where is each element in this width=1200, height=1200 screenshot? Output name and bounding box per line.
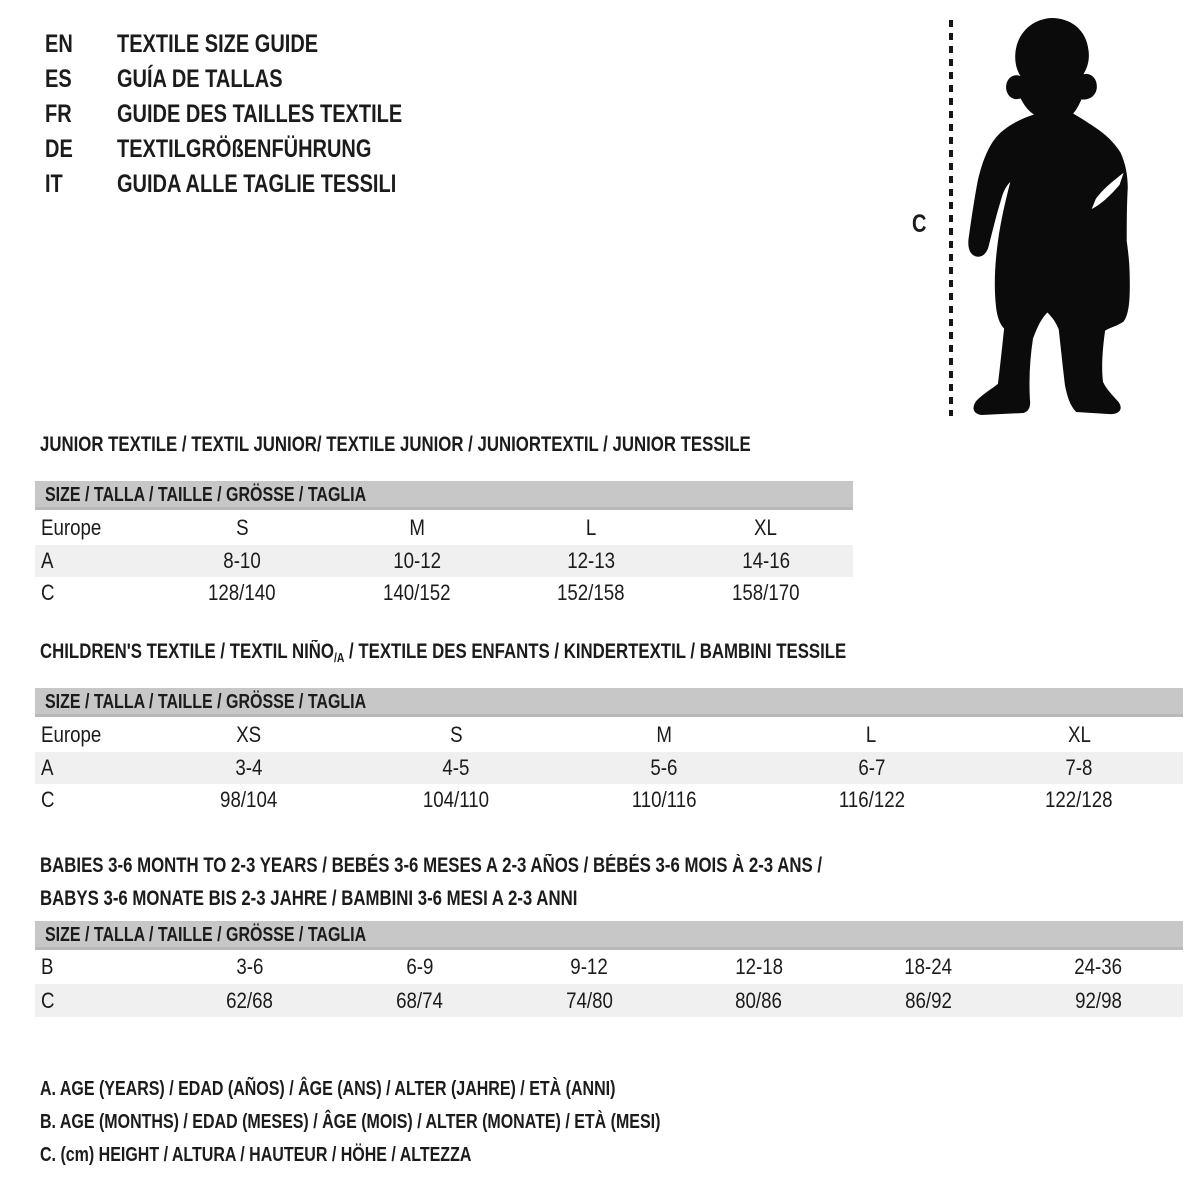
size-header-bar: SIZE / TALLA / TAILLE / GRÖSSE / TAGLIA: [35, 921, 1183, 950]
junior-size-table: [35, 481, 853, 609]
children-size-table: [35, 688, 1183, 816]
height-measure-label: C: [912, 210, 927, 238]
table-row-age: A 3-4 4-5 5-6 6-7 7-8: [35, 752, 1183, 784]
measurement-legend: [40, 1073, 816, 1172]
size-header-bar: SIZE / TALLA / TAILLE / GRÖSSE / TAGLIA: [35, 481, 853, 510]
table-row-europe: Europe XS S M L XL: [41, 721, 1091, 747]
language-row-en: [45, 27, 474, 62]
language-row-es: [45, 62, 474, 97]
language-code: DE: [45, 135, 73, 163]
language-title: GUÍA DE TALLAS: [117, 65, 283, 93]
toddler-silhouette-icon: [966, 16, 1136, 418]
language-title: TEXTILE SIZE GUIDE: [117, 30, 319, 58]
table-row-age: A 8-10 10-12 12-13 14-16: [35, 545, 853, 577]
language-list: [45, 27, 474, 202]
table-row-height: C 98/104 104/110 110/116 116/122 122/128: [41, 787, 1113, 812]
size-header-bar: SIZE / TALLA / TAILLE / GRÖSSE / TAGLIA: [35, 688, 1183, 717]
legend-line-a: A. AGE (YEARS) / EDAD (AÑOS) / ÂGE (ANS) / ALTER (JAHRE) / ETÀ (ANNI): [40, 1078, 616, 1100]
row-label: Europe: [41, 721, 102, 747]
row-label: A: [41, 548, 54, 573]
junior-section-title: JUNIOR TEXTILE / TEXTIL JUNIOR/ TEXTILE JUNIOR / JUNIORTEXTIL / JUNIOR TESSILE: [40, 433, 751, 456]
title-subscript: /A: [333, 650, 345, 665]
row-label: C: [41, 987, 55, 1013]
table-row-europe: Europe S M L XL: [41, 514, 778, 540]
height-measure-dashed-line: [949, 20, 953, 416]
legend-line-c: C. (cm) HEIGHT / ALTURA / HAUTEUR / HÖHE / ALTEZZA: [40, 1144, 472, 1166]
row-label: A: [41, 755, 54, 780]
table-row-months: B 3-6 6-9 9-12 12-18 18-24 24-36: [41, 954, 1123, 979]
row-label: C: [41, 580, 55, 605]
language-code: ES: [45, 65, 72, 93]
language-row-de: [45, 132, 474, 167]
language-code: FR: [45, 100, 72, 128]
babies-section-title: BABIES 3-6 MONTH TO 2-3 YEARS / BEBÉS 3-6 MESES A 2-3 AÑOS / BÉBÉS 3-6 MOIS À 2-3 ANS / BABYS 3-6 MONATE BIS 2-3 JAHRE / BAMBINI 3-6 MESI A 2-3 ANNI: [40, 854, 823, 910]
language-title: GUIDE DES TAILLES TEXTILE: [117, 100, 403, 128]
language-title: GUIDA ALLE TAGLIE TESSILI: [117, 170, 397, 198]
language-code: IT: [45, 170, 63, 198]
row-label: B: [41, 954, 54, 979]
language-row-fr: [45, 97, 474, 132]
table-row-height: C 128/140 140/152 152/158 158/170: [41, 580, 800, 605]
babies-size-table: [35, 921, 1183, 1017]
language-code: EN: [45, 30, 73, 58]
language-title: TEXTILGRÖßENFÜHRUNG: [117, 135, 372, 163]
language-row-it: [45, 167, 474, 202]
table-row-height: C 62/68 68/74 74/80 80/86 86/92 92/98: [35, 984, 1183, 1017]
children-section-title: CHILDREN'S TEXTILE / TEXTIL NIÑO/A / TEXTILE DES ENFANTS / KINDERTEXTIL / BAMBINI TESSILE: [40, 640, 847, 665]
legend-line-b: B. AGE (MONTHS) / EDAD (MESES) / ÂGE (MOIS) / ALTER (MONATE) / ETÀ (MESI): [40, 1111, 661, 1133]
row-label: C: [41, 787, 55, 812]
row-label: Europe: [41, 514, 102, 540]
